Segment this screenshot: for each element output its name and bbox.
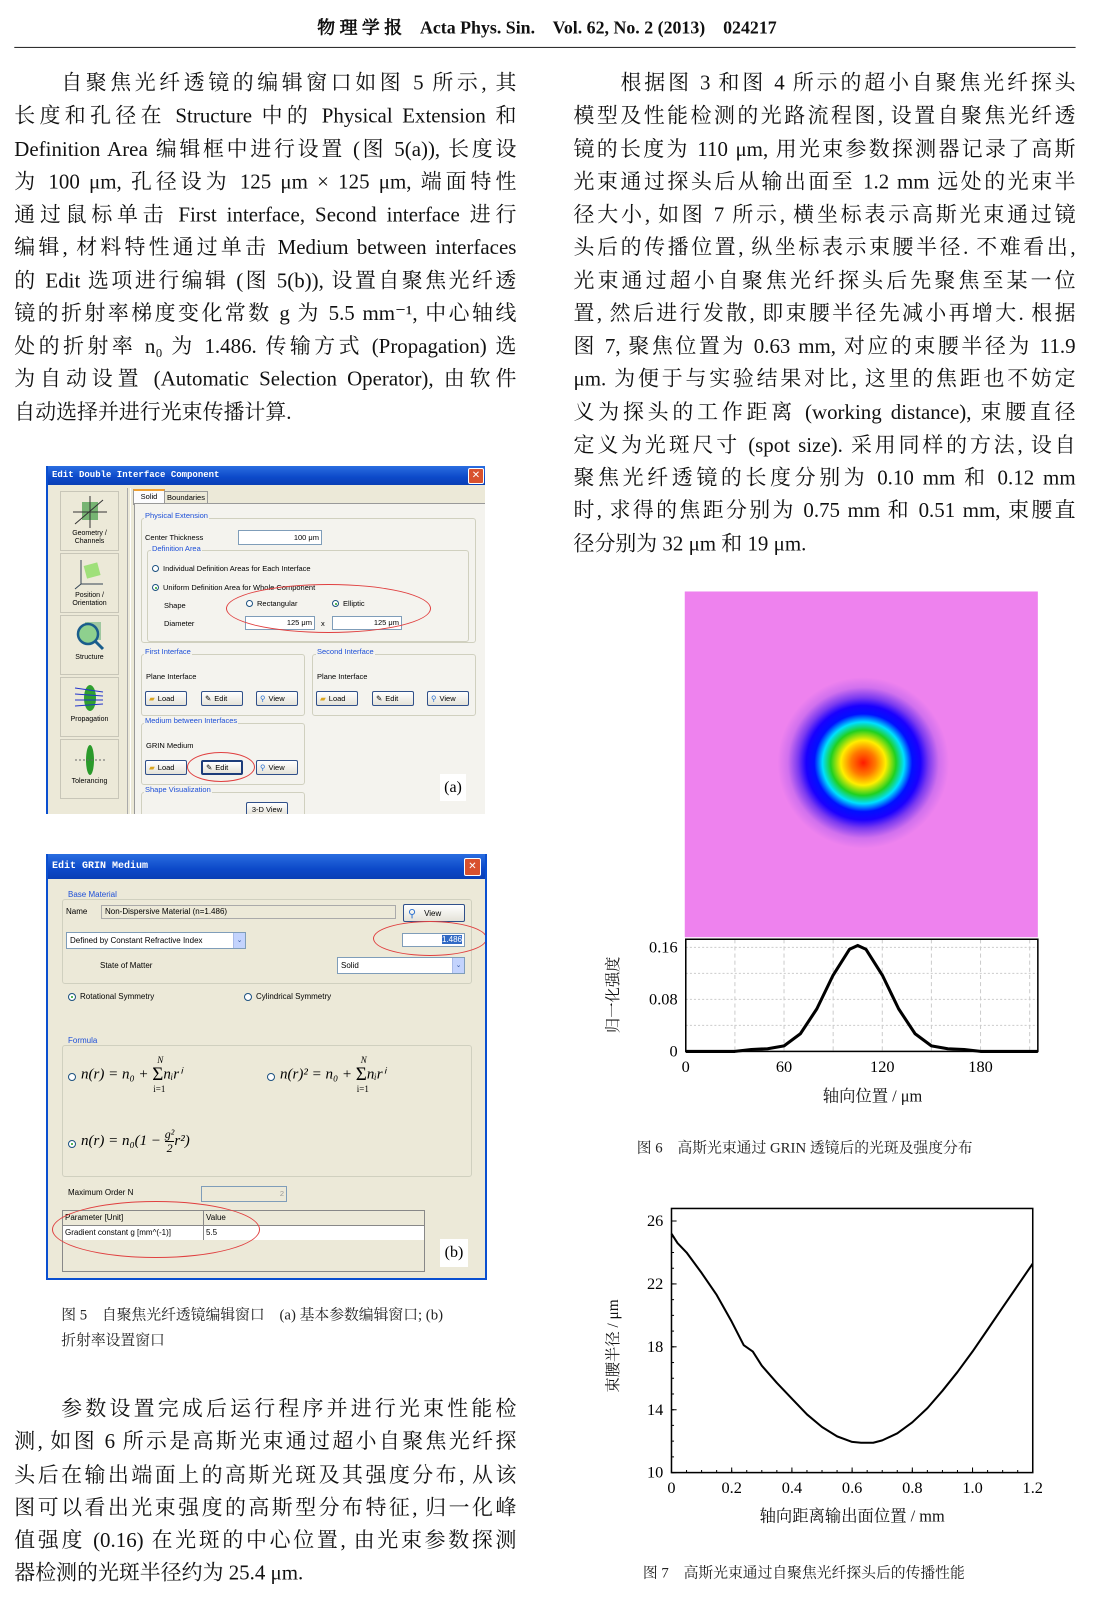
radio-formula-1[interactable] xyxy=(68,1073,76,1081)
cylindrical-symmetry-label: Cylindrical Symmetry xyxy=(256,992,332,1001)
highlight-ellipse xyxy=(373,921,487,956)
times-sign: x xyxy=(321,619,325,628)
medium-type: GRIN Medium xyxy=(146,741,194,750)
highlight-ellipse xyxy=(187,752,255,782)
first-edit-button[interactable]: ✎ Edit xyxy=(201,691,243,706)
x-tick-label: 0.6 xyxy=(841,1477,863,1497)
text-line: 为自动设置 (Automatic Selection Operator), 由软件 xyxy=(14,368,517,391)
text-line: 义为探头的工作距离 (working distance), 束腰直径 xyxy=(573,401,1076,424)
first-load-button[interactable]: ▰ Load xyxy=(145,691,187,706)
formula-label: Formula xyxy=(68,1036,98,1045)
second-interface-label: Second Interface xyxy=(317,647,374,656)
max-order-label: Maximum Order N xyxy=(68,1188,134,1197)
highlight-ellipse xyxy=(226,584,431,633)
text-line: 光束通过探头后从输出面至 1.2 mm 远处的光束半 xyxy=(573,171,1076,194)
fig6-caption: 图 6 高斯光束通过 GRIN 透镜后的光斑及强度分布 xyxy=(636,1140,973,1157)
magnifier-icon: ⚲ xyxy=(260,694,266,703)
x-tick-label: 0.4 xyxy=(781,1477,803,1497)
nav-structure[interactable] xyxy=(60,615,119,675)
dialog-title: Edit Double Interface Component xyxy=(52,470,220,480)
radio-elliptic-label: Elliptic xyxy=(343,599,365,608)
x-tick-label: 0 xyxy=(667,1477,676,1497)
tab-boundaries[interactable]: Boundaries xyxy=(164,491,208,504)
x-tick-label: 0.8 xyxy=(902,1477,923,1497)
fig6-spot-image xyxy=(685,591,1038,937)
first-interface-label: First Interface xyxy=(145,647,191,656)
text-line: 自聚焦光纤透镜的编辑窗口如图 5 所示, 其 xyxy=(61,72,517,95)
table-cell-value[interactable]: 5.5 xyxy=(204,1226,424,1240)
pencil-icon: ✎ xyxy=(205,694,212,703)
folder-icon: ▰ xyxy=(149,694,155,703)
y-tick-label: 0.16 xyxy=(649,937,678,957)
first-interface-type: Plane Interface xyxy=(146,672,197,681)
shape-label: Shape xyxy=(164,601,186,610)
y-tick-label: 22 xyxy=(647,1274,664,1294)
definition-area-label: Definition Area xyxy=(152,544,201,553)
dialog-title: Edit GRIN Medium xyxy=(52,861,149,872)
nav-tolerancing[interactable] xyxy=(60,739,119,799)
structure-icon xyxy=(73,620,107,652)
geometry-icon xyxy=(73,496,107,528)
folder-icon: ▰ xyxy=(149,763,155,772)
radio-rotational-symmetry[interactable] xyxy=(68,993,76,1001)
text-line: 定义为光斑尺寸 (spot size). 采用同样的方法, 设自 xyxy=(573,434,1076,457)
panel-label-a: (a) xyxy=(440,774,466,801)
table-header-parameter: Parameter [Unit] xyxy=(63,1211,204,1226)
text-line: 头后在输出端面上的高斯光斑及其强度分布, 从该 xyxy=(14,1463,517,1487)
chevron-down-icon: ⌄ xyxy=(233,933,245,948)
fig7-waist-chart xyxy=(612,1198,1061,1504)
state-of-matter-select[interactable]: Solid ⌄ xyxy=(337,957,465,974)
medium-label: Medium between Interfaces xyxy=(145,716,238,725)
text-line: 头后的传播位置, 纵坐标表示束腰半径. 不难看出, xyxy=(573,236,1076,260)
medium-edit-button[interactable]: ✎ Edit xyxy=(201,760,243,775)
second-interface-group xyxy=(312,654,476,716)
y-tick-label: 0 xyxy=(669,1041,678,1061)
close-button[interactable]: ✕ xyxy=(464,858,481,876)
diameter-x-input[interactable]: 125 μm xyxy=(245,616,315,630)
left-paragraph-1 xyxy=(14,67,516,429)
max-order-spinner[interactable]: 2 xyxy=(201,1186,287,1202)
x-tick-label: 60 xyxy=(775,1056,793,1076)
physical-extension-label: Physical Extension xyxy=(145,511,208,520)
header-rule xyxy=(14,47,1075,48)
fig6-ylabel: 归一化强度 xyxy=(605,956,622,1034)
radio-uniform-area[interactable] xyxy=(152,584,159,591)
3d-view-button[interactable]: 3-D View xyxy=(246,802,288,814)
center-thickness-label: Center Thickness xyxy=(145,533,204,542)
fig7-xlabel: 轴向距离输出面位置 / mm xyxy=(759,1508,945,1526)
x-tick-label: 120 xyxy=(870,1056,895,1076)
edit-double-interface-dialog xyxy=(46,466,485,814)
text-line: 时, 求得的焦距分别为 0.75 mm 和 0.51 mm, 束腰直 xyxy=(573,499,1076,523)
text-line: 光束通过超小自聚焦光纤探头后先聚焦至某一位 xyxy=(573,269,1076,293)
x-tick-label: 0.2 xyxy=(721,1477,742,1497)
radio-rectangular-label: Rectangular xyxy=(257,599,298,608)
splitter[interactable] xyxy=(127,488,131,814)
text-line: 测, 如图 6 所示是高斯光束通过超小自聚焦光纤探 xyxy=(14,1431,517,1454)
fig5-caption-line1: 图 5 自聚焦光纤透镜编辑窗口 (a) 基本参数编辑窗口; (b) xyxy=(61,1307,444,1324)
fig5-caption-line2: 折射率设置窗口 xyxy=(61,1332,165,1350)
y-tick-label: 26 xyxy=(647,1211,664,1231)
y-tick-label: 10 xyxy=(647,1462,664,1482)
text-line: 模型及性能检测的光路流程图, 设置自聚焦光纤透 xyxy=(573,105,1076,128)
diameter-y-input[interactable]: 125 μm xyxy=(332,616,402,630)
table-cell-parameter: Gradient constant g [mm^(-1)] xyxy=(63,1226,204,1240)
nav-label: Geometry / Channels xyxy=(72,530,107,545)
pencil-icon: ✎ xyxy=(376,694,383,703)
magnifier-icon: ⚲ xyxy=(431,694,437,703)
text-line: 聚焦光纤透镜的长度分别为 0.10 mm 和 0.12 mm xyxy=(573,467,1076,490)
text-line: 径分别为 32 μm 和 19 μm. xyxy=(573,532,807,556)
tolerancing-icon xyxy=(73,744,107,776)
refractive-index-input[interactable]: 1.486 xyxy=(402,933,465,947)
radio-uniform-label: Uniform Definition Area for Whole Component xyxy=(163,583,316,592)
nav-position-orientation[interactable] xyxy=(60,553,119,613)
x-tick-label: 180 xyxy=(968,1056,993,1076)
nav-label: Propagation xyxy=(70,716,109,723)
text-line: 置, 然后进行发散, 即束腰半径先减小再增大. 根据 xyxy=(573,302,1076,326)
nav-geometry-channels[interactable] xyxy=(60,491,119,551)
definition-select[interactable]: Defined by Constant Refractive Index ⌄ xyxy=(66,932,246,949)
panel-label-b: (b) xyxy=(440,1239,468,1267)
text-line: 器检测的光斑半径约为 25.4 μm. xyxy=(14,1562,304,1586)
dialog-title-bar xyxy=(48,854,485,879)
name-label: Name xyxy=(66,907,88,916)
view-material-button[interactable]: ⚲ View xyxy=(403,904,465,922)
radio-formula-3[interactable] xyxy=(68,1140,76,1148)
position-icon xyxy=(73,558,107,590)
text-line: 长度和孔径在 Structure 中的 Physical Extension 和 xyxy=(14,105,517,128)
text-line: 参数设置完成后运行程序并进行光束性能检 xyxy=(61,1398,517,1421)
text-line: μm. 为便于与实验结果对比, 这里的焦距也不妨定 xyxy=(573,368,1076,391)
text-line: 镜的折射率梯度变化常数 g 为 5.5 mm⁻¹, 中心轴线 xyxy=(14,302,517,326)
edit-grin-medium-dialog xyxy=(46,854,487,1280)
rotational-symmetry-label: Rotational Symmetry xyxy=(80,992,155,1001)
second-edit-button[interactable]: ✎ Edit xyxy=(372,691,414,706)
second-load-button[interactable]: ▰ Load xyxy=(316,691,358,706)
text-line: 根据图 3 和图 4 所示的超小自聚焦光纤探头 xyxy=(620,72,1076,95)
right-paragraph-1 xyxy=(574,67,1076,560)
folder-icon: ▰ xyxy=(320,694,326,703)
nav-label: Position / Orientation xyxy=(72,592,107,607)
base-material-label: Base Material xyxy=(68,890,117,899)
center-thickness-input[interactable]: 100 μm xyxy=(238,530,322,545)
fig7-ylabel: 束腰半径 / μm xyxy=(605,1299,622,1393)
radio-formula-2[interactable] xyxy=(267,1073,275,1081)
y-tick-label: 0.08 xyxy=(649,989,678,1009)
formula-2: n(r)² = n₀ + Σ N i=1 nᵢrⁱ xyxy=(280,1055,386,1094)
pencil-icon: ✎ xyxy=(206,763,213,772)
nav-label: Tolerancing xyxy=(71,778,108,785)
text-line: 的 Edit 选项进行编辑 (图 5(b)), 设置自聚焦光纤透 xyxy=(14,269,517,293)
running-header: 物 理 学 报 Acta Phys. Sin. Vol. 62, No. 2 (2013) 024217 xyxy=(317,17,777,38)
text-line: 处的折射率 n₀ 为 1.486. 传输方式 (Propagation) 选 xyxy=(14,335,517,358)
x-tick-label: 0 xyxy=(681,1056,690,1076)
text-line: 为 100 μm, 孔径设为 125 μm × 125 μm, 端面特性 xyxy=(14,171,517,194)
propagation-icon xyxy=(73,682,107,714)
text-line: 径大小, 如图 7 所示, 横坐标表示高斯光束通过镜 xyxy=(573,203,1076,227)
plot-frame xyxy=(671,1208,1032,1472)
dialog-title-bar xyxy=(48,466,485,485)
second-view-button[interactable]: ⚲ View xyxy=(427,691,469,706)
text-line: 编辑, 材料特性通过单击 Medium between interfaces xyxy=(14,236,517,260)
close-button[interactable]: ✕ xyxy=(468,468,484,484)
nav-propagation[interactable] xyxy=(60,677,119,737)
second-interface-type: Plane Interface xyxy=(317,672,368,681)
radio-individual-areas[interactable] xyxy=(152,565,159,572)
first-view-button[interactable]: ⚲ View xyxy=(256,691,298,706)
fig6-xlabel: 轴向位置 / μm xyxy=(822,1088,923,1106)
y-tick-label: 18 xyxy=(647,1336,664,1356)
material-name-field: Non-Dispersive Material (n=1.486) xyxy=(101,905,396,919)
highlight-ellipse xyxy=(52,1201,260,1258)
medium-view-button[interactable]: ⚲ View xyxy=(256,760,298,775)
nav-label: Structure xyxy=(75,654,104,661)
state-of-matter-label: State of Matter xyxy=(100,961,153,970)
formula-1: n(r) = n₀ + Σ N i=1 nᵢrⁱ xyxy=(81,1055,182,1094)
plot-frame xyxy=(686,939,1038,1051)
medium-load-button[interactable]: ▰ Load xyxy=(145,760,187,775)
text-line: Definition Area 编辑框中进行设置 (图 5(a)), 长度设 xyxy=(14,138,517,161)
radio-cylindrical-symmetry[interactable] xyxy=(244,993,252,1001)
magnifier-icon: ⚲ xyxy=(408,907,417,920)
text-line: 图可以看出光束强度的高斯型分布特征, 归一化峰 xyxy=(14,1496,517,1520)
data-line xyxy=(671,1234,1032,1443)
diameter-label: Diameter xyxy=(164,619,195,628)
left-paragraph-2 xyxy=(14,1393,516,1590)
magnifier-icon: ⚲ xyxy=(260,763,266,772)
text-line: 值强度 (0.16) 在光斑的中心位置, 由光束参数探测 xyxy=(14,1529,517,1553)
text-line: 通过鼠标单击 First interface, Second interface 进行 xyxy=(14,203,517,227)
first-interface-group xyxy=(141,654,305,716)
tab-solid[interactable]: Solid xyxy=(133,489,165,505)
text-line: 图 7, 聚焦位置为 0.63 mm, 对应的束腰半径为 11.9 xyxy=(573,335,1076,358)
x-tick-label: 1.0 xyxy=(962,1477,983,1497)
chevron-down-icon: ⌄ xyxy=(452,958,464,973)
data-line xyxy=(686,945,1038,1051)
text-line: 镜的长度为 110 μm, 用光束参数探测器记录了高斯 xyxy=(573,138,1076,161)
formula-3: n(r) = n₀(1 − $\frac{\text{g²}}{2}$ r²) xyxy=(81,1127,190,1155)
y-tick-label: 14 xyxy=(647,1399,664,1419)
x-tick-label: 1.2 xyxy=(1022,1477,1043,1497)
text-line: 自动选择并进行光束传播计算. xyxy=(14,401,292,424)
fig7-caption: 图 7 高斯光束通过自聚焦光纤探头后的传播性能 xyxy=(642,1565,965,1582)
table-header-value: Value xyxy=(204,1211,424,1226)
radio-individual-label: Individual Definition Areas for Each Interface xyxy=(163,564,311,573)
shape-visualization-label: Shape Visualization xyxy=(145,785,211,794)
